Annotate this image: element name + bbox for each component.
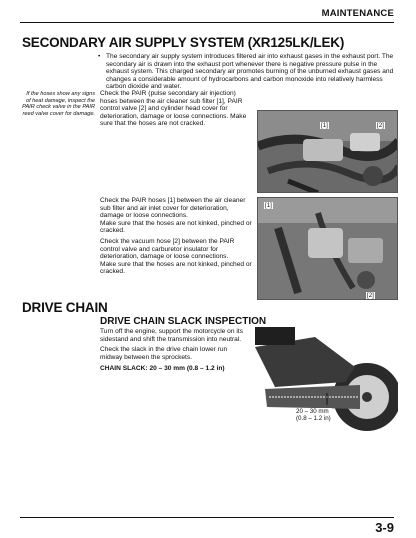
pair-hoses-check-block <box>100 197 252 276</box>
chain-slack-spec-label: CHAIN SLACK: <box>100 365 148 373</box>
vacuum-hose-photo-art <box>258 198 398 300</box>
vacuum-hose-check-text: Check the vacuum hose [2] between the PAIR control valve and carburetor insulator for deterioration, damage or loose connections. <box>100 237 235 261</box>
chain-slack-callout-mm: 20 – 30 mm <box>296 408 329 415</box>
fig1-label-1: [1] <box>321 122 328 129</box>
section-title-drive-chain: DRIVE CHAIN <box>22 300 108 315</box>
side-note: If the hoses show any signs of heat damage, inspect the PAIR check valve in the PAIR reed valve cover for damage. <box>22 91 95 117</box>
vacuum-hose-photo <box>257 197 398 300</box>
footer-rule <box>20 517 394 518</box>
intro-bullet <box>98 53 398 91</box>
bullet-mark: • <box>98 53 101 60</box>
fig2-label-2: [2] <box>367 292 374 299</box>
drive-chain-step-1: Turn off the engine, support the motorcycle on its sidestand and shift the transmission into neutral. <box>100 328 243 343</box>
section-header: MAINTENANCE <box>321 8 394 19</box>
chain-slack-callout <box>295 408 332 422</box>
subsection-title-chain-slack: DRIVE CHAIN SLACK INSPECTION <box>100 316 267 327</box>
intro-bullet-text: The secondary air supply system introduces filtered air into exhaust gases in the exhaust port. The secondary air is drawn into the exhaust port whenever there is negative pressure pulse in the exhaust system. This charged secondary air promotes burning of the unburned exhaust gases and changes a considerable amount of hydrocarbons and carbon monoxide into relatively harmless carbon dioxide and water. <box>106 53 394 91</box>
pair-hoses-kink-text: Make sure that the hoses are not kinked, pinched or cracked. <box>100 219 252 235</box>
chain-slack-spec-value: 20 – 30 mm (0.8 – 1.2 in) <box>149 365 225 373</box>
fig2-label-1: [1] <box>265 202 272 209</box>
vacuum-hose-kink-text: Make sure that the hoses are not kinked, pinched or cracked. <box>100 260 252 276</box>
drive-chain-photo <box>255 327 398 435</box>
drive-chain-text-block <box>100 328 250 373</box>
fig1-label-2: [2] <box>377 122 384 129</box>
pair-hoses-photo <box>257 110 398 193</box>
drive-chain-step-2: Check the slack in the drive chain lower run midway between the sprockets. <box>100 346 228 361</box>
section-title-secondary-air: SECONDARY AIR SUPPLY SYSTEM (XR125LK/LEK) <box>22 35 345 50</box>
pair-hoses-paragraph: Check the PAIR (pulse secondary air injection) hoses between the air cleaner sub filter [1], PAIR control valve [2] and cylinder head cover for deterioration, damage or loose connections. Make sure that the hoses are not cracked. <box>100 90 247 128</box>
pair-hoses-check-text: Check the PAIR hoses [1] between the air cleaner sub filter and air inlet cover for deterioration, damage or loose connections. <box>100 197 246 220</box>
chain-slack-callout-in: (0.8 – 1.2 in) <box>296 415 331 422</box>
chain-slack-spec <box>100 365 250 373</box>
page-number: 3-9 <box>375 520 394 535</box>
header-rule <box>20 22 394 23</box>
